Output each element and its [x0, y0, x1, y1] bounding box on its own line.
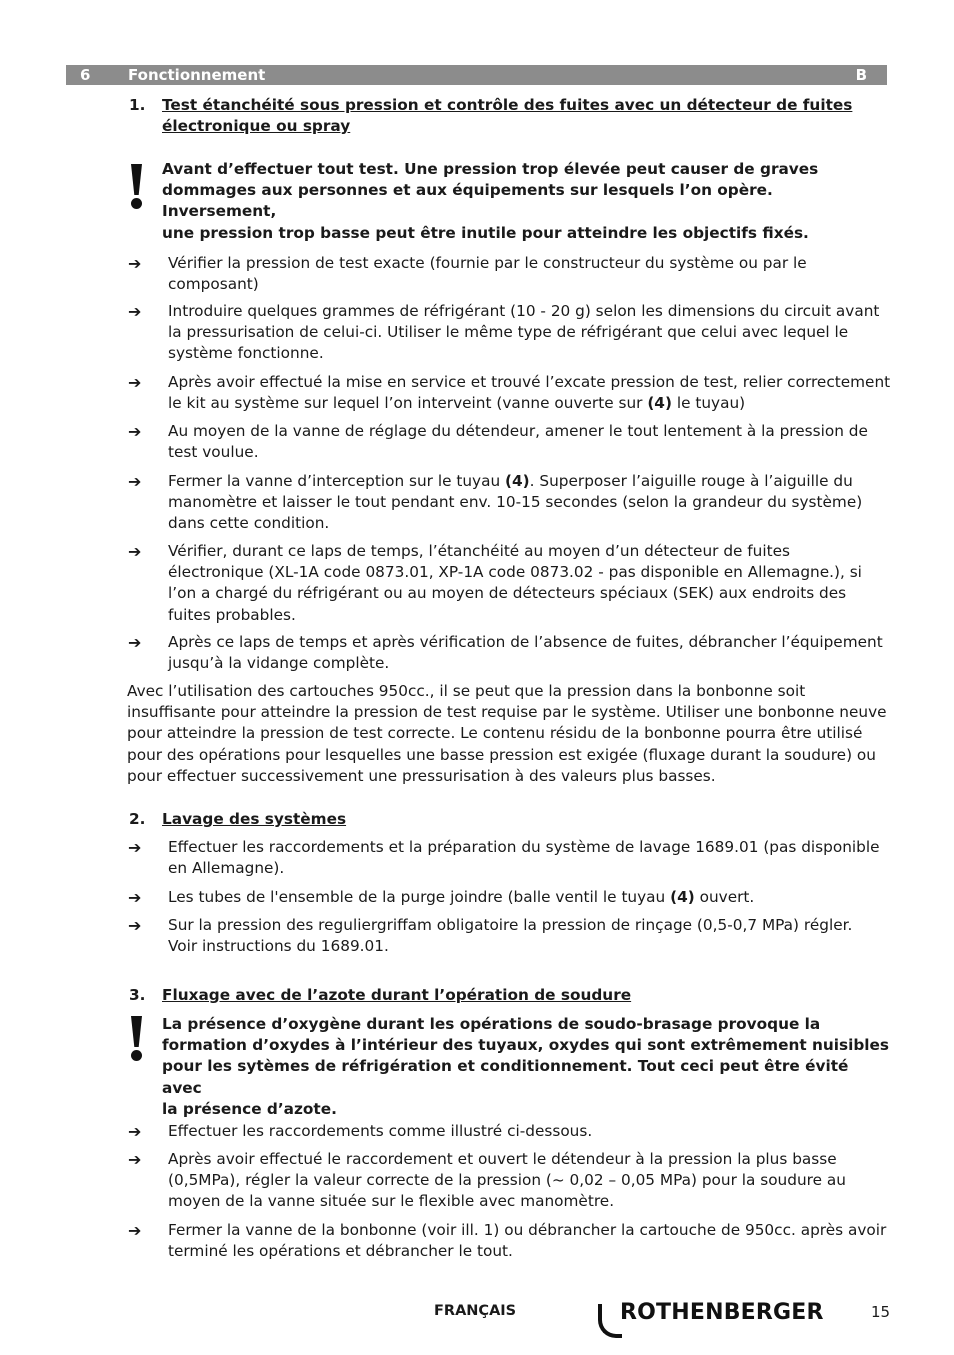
list-item: ➔ Au moyen de la vanne de réglage du détendeur, amener le tout lentement à la pression de test voulue.	[128, 422, 868, 462]
list-item: ➔ Sur la pression des reguliergriffam obligatoire la pression de rinçage (0,5-0,7 MPa) régler. Voir instructions du 1689.01.	[128, 916, 853, 956]
arrow-icon: ➔	[128, 838, 142, 857]
body-paragraph: Avec l’utilisation des cartouches 950cc., il se peut que la pression dans la bonbonne soit insuffisante pour atteindre la pression de test requise par le système. Utiliser une bonbonne neuve pour atteindre la pression de test correcte. Le contenu résidu de la bonbonne pourra être utilisé pour des opérations pour lesquelles une basse pression est exigée (fluxage durant la soudure) ou pour effectuer successivement une pressurisation à des valeurs plus basses.	[127, 682, 887, 785]
list-item: ➔ Introduire quelques grammes de réfrigérant (10 - 20 g) selon les dimensions du circuit avant la pressurisation de celui-ci. Utiliser le même type de réfrigérant que celui avec lequel le système fonctionne.	[128, 302, 880, 363]
list-item: ➔ Après avoir effectué le raccordement et ouvert le détendeur à la pression la plus basse (0,5MPa), régler la valeur correcte de la pression (~ 0,02 – 0,05 MPa) pour la soudure au moyen de la vanne située sur le flexible avec manomètre.	[128, 1150, 846, 1211]
heading-2: 2. Lavage des systèmes	[129, 810, 347, 828]
heading-1	[129, 95, 852, 116]
footer-language: FRANÇAIS	[434, 1303, 517, 1319]
warning-text-1: Avant d’effectuer tout test. Une pression trop élevée peut causer de graves dommages aux personnes et aux équipements sur lesquels l’on opère. Inversement, une pression trop basse peut être inutile pour atteindre les objectifs fixés.	[162, 160, 819, 242]
list-item: ➔ Après ce laps de temps et après vérification de l’absence de fuites, débrancher l’équipement jusqu’à la vidange complète.	[128, 633, 883, 673]
list-item: ➔ Fermer la vanne de la bonbonne (voir ill. 1) ou débrancher la cartouche de 950cc. après avoir terminé les opérations et débrancher le tout.	[128, 1221, 887, 1261]
arrow-icon: ➔	[128, 254, 142, 273]
heading-number: 1.	[129, 96, 146, 114]
section-header-bar	[66, 65, 887, 85]
list-item: ➔ Fermer la vanne d’interception sur le tuyau (4). Superposer l’aiguille rouge à l’aiguille du manomètre et laisser le tout pendant env. 10-15 secondes (selon la grandeur du système) dans cette condition.	[128, 472, 863, 533]
arrow-icon: ➔	[128, 373, 142, 392]
brand-logo: ROTHENBERGER	[598, 1300, 824, 1325]
warning-text-3: La présence d’oxygène durant les opérations de soudo-brasage provoque la formation d’oxydes à l’intérieur des tuyaux, oxydes qui sont extrêmement nuisibles pour les sytèmes de réfrigération et conditionnement. Tout ceci peut être évité avec la présence d’azote.	[162, 1015, 890, 1118]
arrow-icon: ➔	[128, 633, 142, 652]
language-tag: B	[855, 66, 867, 84]
arrow-icon: ➔	[128, 422, 142, 441]
list-item: ➔ Vérifier, durant ce laps de temps, l’étanchéité au moyen d’un détecteur de fuites électronique (XL-1A code 0873.01, XP-1A code 0873.02 - pas disponible en Allemagne.), si l’on a chargé du réfrigérant ou au moyen de détecteurs spéciaux (SEK) aux endroits des fuites probables.	[128, 542, 862, 624]
list-item: ➔ Les tubes de l'ensemble de la purge joindre (balle ventil le tuyau (4) ouvert.	[128, 888, 755, 907]
arrow-icon: ➔	[128, 542, 142, 561]
arrow-icon: ➔	[128, 888, 142, 907]
arrow-icon: ➔	[128, 302, 142, 321]
list-item: ➔ Vérifier la pression de test exacte (fournie par le constructeur du système ou par le composant)	[128, 254, 807, 294]
list-item: ➔ Effectuer les raccordements comme illustré ci-dessous.	[128, 1122, 593, 1141]
list-item: ➔ Après avoir effectué la mise en service et trouvé l’excate pression de test, relier correctement le kit au système sur lequel l’on interveint (vanne ouverte sur (4) le tuyau)	[128, 373, 891, 413]
list-item: ➔ Effectuer les raccordements et la préparation du système de lavage 1689.01 (pas disponible en Allemagne).	[128, 838, 880, 878]
arrow-icon: ➔	[128, 472, 142, 491]
heading-1-line2: électronique ou spray	[162, 117, 351, 135]
arrow-icon: ➔	[128, 1221, 142, 1240]
heading-3: 3. Fluxage avec de l’azote durant l’opération de soudure	[129, 986, 632, 1004]
arrow-icon: ➔	[128, 1150, 142, 1169]
heading-text: Test étanchéité sous pression et contrôle des fuites avec un détecteur de fuites	[162, 96, 853, 114]
arrow-icon: ➔	[128, 1122, 142, 1141]
page-number: 15	[871, 1303, 891, 1321]
section-number: 6	[80, 66, 91, 84]
section-title: Fonctionnement	[128, 66, 266, 84]
arrow-icon: ➔	[128, 916, 142, 935]
logo-swoosh-icon	[598, 1304, 622, 1338]
